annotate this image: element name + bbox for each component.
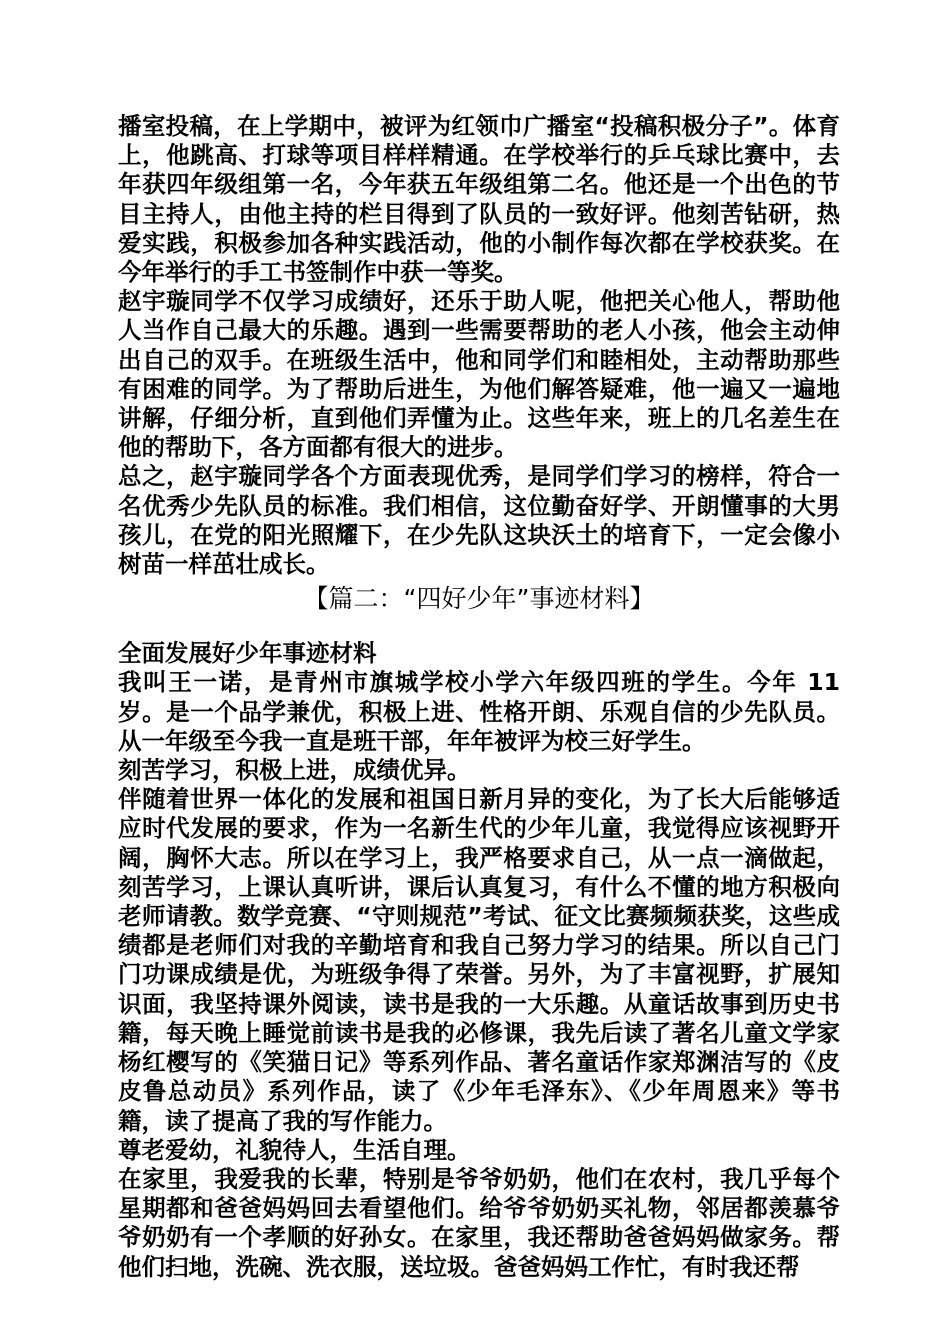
paragraph: 赵宇璇同学不仅学习成绩好，还乐于助人呢，他把关心他人，帮助他人当作自己最大的乐趣。遇到一些需要帮助的老人小孩，他会主动伸出自己的双手。在班级生活中，他和同学们和睦相处，主动帮助那些有困难的同学。为了帮助后进生，为他们解答疑难，他一遍又一遍地讲解，仔细分析，直到他们弄懂为止。这些年来，班上的几名差生在他的帮助下，各方面都有很大的进步。	[118, 287, 840, 462]
paragraph: 播室投稿，在上学期中，被评为红领巾广播室“投稿积极分子”。体育上，他跳高、打球等项目样样精通。在学校举行的乒乓球比赛中，去年获四年级组第一名，今年获五年级组第二名。他还是一个出色的节目主持人，由他主持的栏目得到了队员的一致好评。他刻苦钻研，热爱实践，积极参加各种实践活动，他的小制作每次都在学校获奖。在今年举行的手工书签制作中获一等奖。	[118, 112, 840, 287]
subheading: 刻苦学习，积极上进，成绩优异。	[118, 756, 471, 785]
paragraph: 伴随着世界一体化的发展和祖国日新月异的变化，为了长大后能够适应时代发展的要求，作为一名新生代的少年儿童，我觉得应该视野开阔，胸怀大志。所以在学习上，我严格要求自己，从一点一滴做起，刻苦学习，上课认真听讲，课后认真复习，有什么不懂的地方积极向老师请教。数学竞赛、“守则规范”考试、征文比赛频频获奖，这些成绩都是老师们对我的辛勤培育和我自己努力学习的结果。所以自己门门功课成绩是优，为班级争得了荣誉。另外，为了丰富视野，扩展知识面，我坚持课外阅读，读书是我的一大乐趣。从童话故事到历史书籍，每天晚上睡觉前读书是我的必修课，我先后读了著名儿童文学家杨红樱写的《笑猫日记》等系列作品、著名童话作家郑渊洁写的《皮皮鲁总动员》系列作品，读了《少年毛泽东》、《少年周恩来》等书籍，读了提高了我的写作能力。	[118, 785, 840, 1135]
paragraph: 我叫王一诺，是青州市旗城学校小学六年级四班的学生。今年 11 岁。是一个品学兼优，积极上进、性格开朗、乐观自信的少先队员。从一年级至今我一直是班干部，年年被评为校三好学生。	[118, 668, 840, 755]
document-page	[118, 112, 840, 1282]
section-heading: 【篇二：“四好少年”事迹材料】	[303, 584, 655, 614]
paragraph: 在家里，我爱我的长辈，特别是爷爷奶奶，他们在农村，我几乎每个星期都和爸爸妈妈回去看望他们。给爷爷奶奶买礼物，邻居都羡慕爷爷奶奶有一个孝顺的好孙女。在家里，我还帮助爸爸妈妈做家务。帮他们扫地，洗碗、洗衣服，送垃圾。爸爸妈妈工作忙，有时我还帮	[118, 1164, 840, 1281]
subheading: 尊老爱幼，礼貌待人，生活自理。	[118, 1135, 471, 1164]
paragraph: 总之，赵宇璇同学各个方面表现优秀，是同学们学习的榜样，符合一名优秀少先队员的标准。我们相信，这位勤奋好学、开朗懂事的大男孩儿，在党的阳光照耀下，在少先队这块沃土的培育下，一定会像小树苗一样茁壮成长。	[118, 462, 840, 579]
subsection-title: 全面发展好少年事迹材料	[118, 639, 377, 668]
